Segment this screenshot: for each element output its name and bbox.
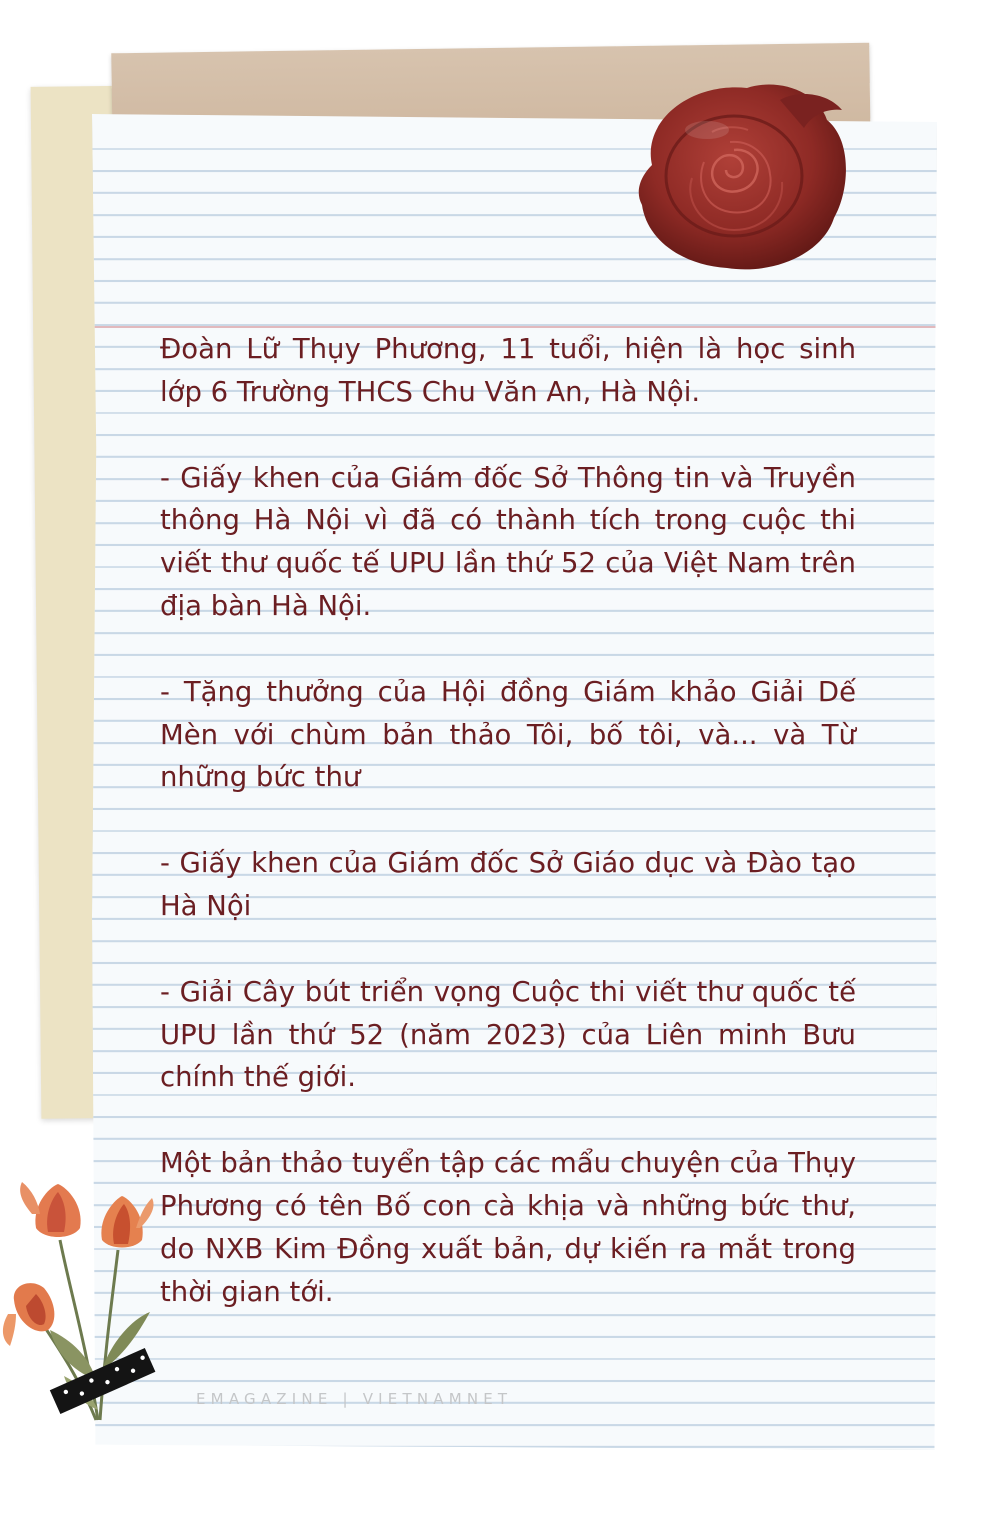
- award-item-2: - Tặng thưởng của Hội đồng Giám khảo Giải Dế Mèn với chùm bản thảo Tôi, bố tôi, và... và Từ những bức thư: [160, 675, 856, 794]
- award-item-4: - Giải Cây bút triển vọng Cuộc thi viết thư quốc tế UPU lần thứ 52 (năm 2023) của Liên minh Bưu chính thế giới.: [160, 975, 856, 1094]
- closing-paragraph: Một bản thảo tuyển tập các mẩu chuyện của Thụy Phương có tên Bố con cà khịa và những bức thư, do NXB Kim Đồng xuất bản, dự kiến ra mắt trong thời gian tới.: [160, 1147, 856, 1308]
- letter-body: [160, 328, 856, 1313]
- footer-credit: EMAGAZINE | VIETNAMNET: [196, 1390, 513, 1408]
- rose-wax-seal-icon: [612, 70, 862, 280]
- award-item-3: - Giấy khen của Giám đốc Sở Giáo dục và Đào tạo Hà Nội: [160, 847, 856, 922]
- intro-paragraph: Đoàn Lữ Thụy Phương, 11 tuổi, hiện là học sinh lớp 6 Trường THCS Chu Văn An, Hà Nội.: [160, 333, 856, 408]
- award-item-1: - Giấy khen của Giám đốc Sở Thông tin và Truyền thông Hà Nội vì đã có thành tích trong cuộc thi viết thư quốc tế UPU lần thứ 52 của Việt Nam trên địa bàn Hà Nội.: [160, 461, 856, 622]
- tulip-flowers-icon: [0, 1180, 190, 1452]
